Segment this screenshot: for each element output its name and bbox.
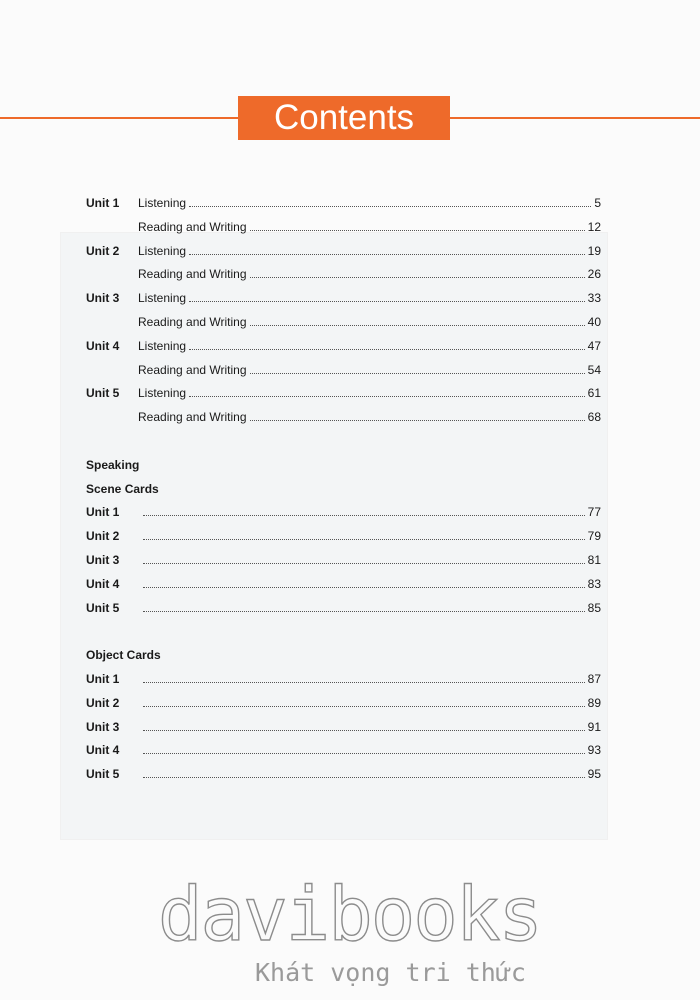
unit-label: Unit 2 xyxy=(86,695,120,710)
toc-entry xyxy=(140,503,601,521)
dot-leader xyxy=(143,503,585,516)
page-number: 19 xyxy=(587,243,601,258)
dot-leader xyxy=(250,408,585,421)
entry-label: Reading and Writing xyxy=(138,267,247,282)
dot-leader xyxy=(143,694,585,707)
page-number: 91 xyxy=(587,719,601,734)
dot-leader xyxy=(250,361,585,374)
unit-label: Unit 1 xyxy=(86,196,120,210)
dot-leader xyxy=(143,741,585,754)
unit-label: Unit 1 xyxy=(86,505,120,520)
unit-label: Unit 3 xyxy=(86,291,120,306)
page-number: 68 xyxy=(587,410,601,425)
unit-label: Unit 3 xyxy=(86,719,120,734)
page-number: 81 xyxy=(587,553,601,567)
dot-leader xyxy=(250,313,585,326)
toc-row xyxy=(86,313,601,331)
dot-leader xyxy=(143,670,585,683)
dot-leader xyxy=(189,289,585,302)
page-number: 5 xyxy=(594,196,601,210)
dot-leader xyxy=(143,527,585,540)
entry-label: Reading and Writing xyxy=(138,410,247,425)
page-number: 89 xyxy=(587,695,601,710)
watermark-tagline: Khát vọng tri thức xyxy=(255,958,526,987)
dot-leader xyxy=(189,384,585,397)
toc-entry xyxy=(140,765,601,783)
toc-row xyxy=(86,337,601,355)
entry-label: Reading and Writing xyxy=(138,315,247,329)
entry-label: Listening xyxy=(138,243,187,258)
page-number: 54 xyxy=(587,362,601,377)
dot-leader xyxy=(143,765,585,778)
page-number: 47 xyxy=(587,338,601,353)
unit-label: Unit 4 xyxy=(86,576,120,591)
toc-row xyxy=(86,670,601,688)
toc-row xyxy=(86,265,601,283)
section-heading-object-cards: Object Cards xyxy=(86,648,161,663)
toc-entry xyxy=(140,599,601,617)
toc-row xyxy=(86,551,601,569)
toc-row xyxy=(86,194,601,212)
toc-entry xyxy=(138,289,601,307)
entry-label: Listening xyxy=(138,291,187,306)
toc-entry xyxy=(138,265,601,283)
dot-leader xyxy=(250,218,585,231)
entry-label: Reading and Writing xyxy=(138,219,247,234)
toc-entry xyxy=(138,337,601,355)
toc-row xyxy=(86,599,601,617)
toc-entry xyxy=(140,741,601,759)
entry-label: Listening xyxy=(138,338,187,353)
page-title: Contents xyxy=(238,96,450,140)
toc-entry xyxy=(138,361,601,379)
page-number: 12 xyxy=(587,219,601,234)
toc-row xyxy=(86,527,601,545)
entry-label: Listening xyxy=(138,196,187,210)
page-number: 79 xyxy=(587,529,601,544)
dot-leader xyxy=(143,575,585,588)
toc-entry xyxy=(140,670,601,688)
unit-label: Unit 4 xyxy=(86,743,120,758)
toc-row xyxy=(86,503,601,521)
dot-leader xyxy=(143,599,585,612)
dot-leader xyxy=(143,551,585,564)
watermark-logo: davibooks xyxy=(158,872,541,958)
dot-leader xyxy=(189,194,591,207)
toc-entry xyxy=(138,313,601,331)
unit-label: Unit 5 xyxy=(86,767,120,782)
unit-label: Unit 4 xyxy=(86,338,120,353)
toc-entry xyxy=(138,408,601,426)
toc-entry xyxy=(140,527,601,545)
toc-entry xyxy=(140,575,601,593)
toc-row xyxy=(86,741,601,759)
toc-row xyxy=(86,765,601,783)
toc-row xyxy=(86,718,601,736)
toc-entry xyxy=(138,242,601,260)
unit-label: Unit 3 xyxy=(86,553,120,567)
dot-leader xyxy=(189,337,585,350)
page-number: 83 xyxy=(587,576,601,591)
entry-label: Listening xyxy=(138,386,187,401)
page-number: 93 xyxy=(587,743,601,758)
section-heading-scene-cards: Scene Cards xyxy=(86,481,159,496)
toc-row xyxy=(86,408,601,426)
page-number: 87 xyxy=(587,672,601,686)
entry-label: Reading and Writing xyxy=(138,362,247,377)
toc-entry xyxy=(138,218,601,236)
toc-row xyxy=(86,384,601,402)
page-number: 26 xyxy=(587,267,601,282)
page-number: 95 xyxy=(587,767,601,782)
unit-label: Unit 1 xyxy=(86,672,120,686)
dot-leader xyxy=(189,242,585,255)
toc-row xyxy=(86,218,601,236)
toc-entry xyxy=(140,718,601,736)
toc-row xyxy=(86,289,601,307)
dot-leader xyxy=(250,265,585,278)
toc-row xyxy=(86,242,601,260)
toc-row xyxy=(86,694,601,712)
page-number: 77 xyxy=(587,505,601,520)
unit-label: Unit 5 xyxy=(86,386,120,401)
toc-entry xyxy=(140,694,601,712)
toc-entry xyxy=(140,551,601,569)
toc-entry xyxy=(138,384,601,402)
page-number: 61 xyxy=(587,386,601,401)
dot-leader xyxy=(143,718,585,731)
unit-label: Unit 2 xyxy=(86,529,120,544)
page-number: 33 xyxy=(587,291,601,306)
unit-label: Unit 5 xyxy=(86,600,120,615)
page-number: 40 xyxy=(587,315,601,329)
toc-row xyxy=(86,575,601,593)
page-number: 85 xyxy=(587,600,601,615)
toc-entry xyxy=(138,194,601,212)
toc-row xyxy=(86,361,601,379)
section-heading-speaking: Speaking xyxy=(86,457,140,472)
unit-label: Unit 2 xyxy=(86,243,120,258)
